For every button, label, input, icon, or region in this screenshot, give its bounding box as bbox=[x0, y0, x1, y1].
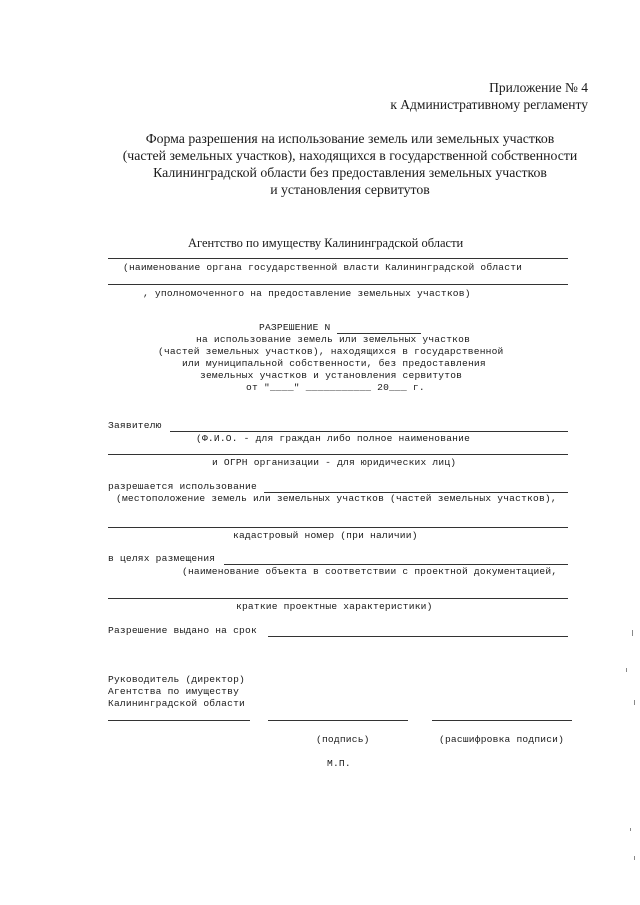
permit-line-4: земельных участков и установления сервитутов bbox=[200, 370, 463, 381]
scan-speck bbox=[630, 828, 631, 831]
signature-caption: (подпись) bbox=[316, 734, 370, 745]
location-caption: (местоположение земель или земельных участков (частей земельных участков), bbox=[116, 493, 557, 504]
appendix-regulation: к Административному регламенту bbox=[390, 97, 588, 112]
signer-role-2: Агентства по имуществу bbox=[108, 686, 240, 697]
signer-role-1: Руководитель (директор) bbox=[108, 674, 246, 685]
permit-line-1: на использование земель или земельных участков bbox=[196, 334, 471, 345]
characteristics-caption: краткие проектные характеристики) bbox=[236, 601, 433, 612]
scan-speck bbox=[634, 856, 635, 860]
agency-underline bbox=[108, 258, 568, 259]
permit-line-3: или муниципальной собственности, без предоставления bbox=[182, 358, 486, 369]
signer-name-field[interactable] bbox=[108, 720, 250, 721]
agency-caption-2: , уполномоченного на предоставление земельных участков) bbox=[143, 288, 471, 299]
signature-decode-caption: (расшифровка подписи) bbox=[439, 734, 565, 745]
permit-date-from: от bbox=[246, 382, 258, 393]
agency-underline-2 bbox=[108, 284, 568, 285]
scan-speck bbox=[634, 700, 635, 705]
purpose-label: в целях размещения bbox=[108, 553, 216, 564]
purpose-field[interactable] bbox=[224, 564, 568, 565]
object-caption: (наименование объекта в соответствии с проектной документацией, bbox=[182, 566, 558, 577]
form-title-line-4: и установления сервитутов bbox=[270, 182, 430, 197]
appendix-number: Приложение № 4 bbox=[489, 80, 588, 95]
applicant-field-2[interactable] bbox=[108, 454, 568, 455]
signature-field[interactable] bbox=[268, 720, 408, 721]
permit-heading: РАЗРЕШЕНИЕ N bbox=[259, 322, 331, 333]
applicant-label: Заявителю bbox=[108, 420, 162, 431]
allowed-use-label: разрешается использование bbox=[108, 481, 257, 492]
cadastral-field[interactable] bbox=[108, 527, 568, 528]
signature-decode-field[interactable] bbox=[432, 720, 572, 721]
applicant-caption-1: (Ф.И.О. - для граждан либо полное наименование bbox=[196, 433, 471, 444]
term-field[interactable] bbox=[268, 636, 568, 637]
term-label: Разрешение выдано на срок bbox=[108, 625, 257, 636]
applicant-field[interactable] bbox=[170, 431, 568, 432]
agency-caption-1: (наименование органа государственной власти Калининградской области bbox=[123, 262, 523, 273]
form-title-line-3: Калининградской области без предоставления земельных участков bbox=[153, 165, 547, 180]
scan-speck bbox=[632, 630, 633, 636]
characteristics-field[interactable] bbox=[108, 598, 568, 599]
scan-speck bbox=[626, 668, 627, 672]
signer-role-3: Калининградской области bbox=[108, 698, 246, 709]
form-title-line-2: (частей земельных участков), находящихся в государственной собственности bbox=[122, 148, 578, 163]
permit-date-field[interactable]: "____" ___________ 20___ г. bbox=[264, 382, 425, 393]
cadastral-caption: кадастровый номер (при наличии) bbox=[233, 530, 418, 541]
applicant-caption-2: и ОГРН организации - для юридических лиц) bbox=[212, 457, 457, 468]
stamp-placeholder: М.П. bbox=[327, 758, 351, 769]
permit-line-2: (частей земельных участков), находящихся в государственной bbox=[158, 346, 504, 357]
agency-name: Агентство по имуществу Калининградской области bbox=[188, 236, 464, 250]
form-title-line-1: Форма разрешения на использование земель или земельных участков bbox=[145, 131, 555, 146]
